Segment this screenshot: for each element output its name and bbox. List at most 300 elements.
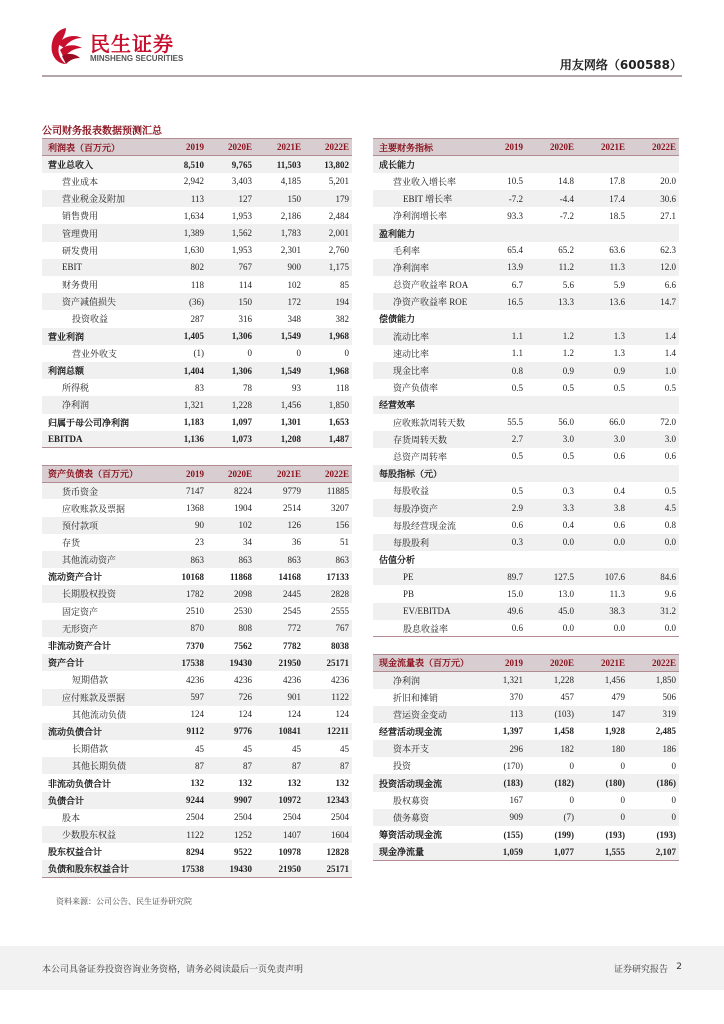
ratios-row: [373, 224, 679, 241]
row-value: 1,968: [304, 362, 352, 379]
row-value: 127.5: [526, 568, 577, 585]
row-label: 营业外收支: [42, 345, 158, 362]
row-value: 1,097: [207, 414, 255, 431]
row-value: 0.9: [577, 362, 628, 379]
row-value: 0.5: [475, 448, 526, 465]
row-label: 每股净资产: [373, 499, 475, 516]
row-value: 20.0: [628, 173, 679, 190]
row-value: 114: [207, 276, 255, 293]
row-label: EBIT: [42, 259, 158, 276]
row-value: 1,850: [628, 671, 679, 688]
row-value: 0.5: [628, 482, 679, 499]
row-value: 132: [158, 774, 207, 791]
balance-row: [42, 689, 352, 706]
row-value: 0: [304, 345, 352, 362]
ratios-row: [373, 603, 679, 620]
row-value: [628, 310, 679, 327]
ratios-row: [373, 173, 679, 190]
row-value: 900: [255, 259, 304, 276]
row-value: 113: [158, 190, 207, 207]
ratios-header-row: [373, 139, 679, 156]
balance-row: [42, 826, 352, 843]
row-label: 投资活动现金流: [373, 774, 475, 791]
row-value: 9776: [207, 723, 255, 740]
cashflow-row: [373, 826, 679, 843]
row-value: 14168: [255, 568, 304, 585]
row-value: 5.9: [577, 276, 628, 293]
row-value: 124: [158, 706, 207, 723]
row-value: 90: [158, 517, 207, 534]
row-value: 14.7: [628, 293, 679, 310]
row-value: (36): [158, 293, 207, 310]
income-row: [42, 310, 352, 327]
row-value: 1,850: [304, 396, 352, 413]
row-value: 0: [628, 792, 679, 809]
row-value: 0.3: [475, 534, 526, 551]
cashflow-row: [373, 723, 679, 740]
row-label: 现金比率: [373, 362, 475, 379]
row-value: 1782: [158, 585, 207, 602]
row-value: 13.3: [526, 293, 577, 310]
row-value: 127: [207, 190, 255, 207]
row-value: 6.7: [475, 276, 526, 293]
row-value: [628, 465, 679, 482]
row-label: 应付账款及票据: [42, 689, 158, 706]
row-value: 2555: [304, 603, 352, 620]
row-value: 0.0: [526, 534, 577, 551]
row-value: [475, 310, 526, 327]
row-value: [577, 465, 628, 482]
row-value: 179: [304, 190, 352, 207]
row-value: 45.0: [526, 603, 577, 620]
row-value: 18.5: [577, 207, 628, 224]
row-value: 1,321: [475, 671, 526, 688]
row-value: (186): [628, 774, 679, 791]
row-label: 其他流动资产: [42, 551, 158, 568]
ratios-row: [373, 551, 679, 568]
row-label: PB: [373, 585, 475, 602]
row-value: 2098: [207, 585, 255, 602]
row-value: 63.6: [577, 242, 628, 259]
source-note: 资料来源：公司公告、民生证券研究院: [56, 897, 192, 906]
row-value: 12343: [304, 792, 352, 809]
row-value: 1,783: [255, 224, 304, 241]
row-value: [526, 465, 577, 482]
row-value: 0: [207, 345, 255, 362]
row-value: (193): [577, 826, 628, 843]
row-value: 2,942: [158, 173, 207, 190]
ratios-row: [373, 431, 679, 448]
balance-row: [42, 637, 352, 654]
row-value: 1,208: [255, 431, 304, 448]
row-value: (103): [526, 706, 577, 723]
cashflow-row: [373, 671, 679, 688]
right-financial-table: [373, 138, 679, 861]
row-value: 167: [475, 792, 526, 809]
row-value: 27.1: [628, 207, 679, 224]
cashflow-row: [373, 809, 679, 826]
income-row: [42, 207, 352, 224]
row-value: 772: [255, 620, 304, 637]
row-value: 0.6: [577, 517, 628, 534]
cashflow-row: [373, 774, 679, 791]
row-label: 负债合计: [42, 792, 158, 809]
spacer-cell: [42, 448, 158, 465]
row-value: 0: [526, 792, 577, 809]
income-row: [42, 156, 352, 173]
row-value: 1,953: [207, 242, 255, 259]
row-value: 13,802: [304, 156, 352, 173]
row-value: 186: [628, 740, 679, 757]
balance-row: [42, 774, 352, 791]
row-label: 营业税金及附加: [42, 190, 158, 207]
row-label: 非流动负债合计: [42, 774, 158, 791]
row-value: [628, 224, 679, 241]
row-value: 17133: [304, 568, 352, 585]
balance-row: [42, 482, 352, 499]
row-value: [475, 156, 526, 173]
balance-row: [42, 654, 352, 671]
row-value: 0.0: [628, 534, 679, 551]
row-value: 113: [475, 706, 526, 723]
column-header: 2021E: [577, 654, 628, 671]
row-value: [577, 224, 628, 241]
row-label: 股权募资: [373, 792, 475, 809]
row-value: 4.5: [628, 499, 679, 516]
row-value: 16.5: [475, 293, 526, 310]
row-label: 毛利率: [373, 242, 475, 259]
row-value: [526, 224, 577, 241]
ratios-row: [373, 465, 679, 482]
row-value: 2,484: [304, 207, 352, 224]
row-value: 1,630: [158, 242, 207, 259]
row-value: [577, 396, 628, 413]
row-value: 4236: [158, 671, 207, 688]
row-value: 1,405: [158, 328, 207, 345]
row-value: 1,456: [577, 671, 628, 688]
row-value: 1,487: [304, 431, 352, 448]
row-value: 296: [475, 740, 526, 757]
row-value: 8038: [304, 637, 352, 654]
ratios-row: [373, 482, 679, 499]
balance-row: [42, 499, 352, 516]
income-row: [42, 345, 352, 362]
row-value: 808: [207, 620, 255, 637]
row-value: 12828: [304, 843, 352, 860]
row-value: [577, 156, 628, 173]
row-value: 132: [255, 774, 304, 791]
row-value: 62.3: [628, 242, 679, 259]
row-value: 3.0: [526, 431, 577, 448]
row-value: 14.8: [526, 173, 577, 190]
row-value: 83: [158, 379, 207, 396]
row-value: 2504: [304, 809, 352, 826]
row-value: 34: [207, 534, 255, 551]
row-label: 每股指标（元）: [373, 465, 475, 482]
row-value: 1,549: [255, 328, 304, 345]
row-label: 营运资金变动: [373, 706, 475, 723]
row-value: 1,228: [207, 396, 255, 413]
spacer-cell: [577, 637, 628, 654]
income-row: [42, 396, 352, 413]
row-value: [526, 396, 577, 413]
row-value: 0.4: [526, 517, 577, 534]
row-value: 2545: [255, 603, 304, 620]
row-value: 93: [255, 379, 304, 396]
row-value: 479: [577, 689, 628, 706]
row-value: 118: [304, 379, 352, 396]
row-value: 4236: [207, 671, 255, 688]
row-label: EBIT 增长率: [373, 190, 475, 207]
row-value: 3207: [304, 499, 352, 516]
row-value: 1,183: [158, 414, 207, 431]
income-row: [42, 414, 352, 431]
cashflow-row: [373, 792, 679, 809]
row-value: 124: [207, 706, 255, 723]
row-value: 4236: [304, 671, 352, 688]
row-value: 0: [255, 345, 304, 362]
row-value: 2504: [158, 809, 207, 826]
row-value: [526, 551, 577, 568]
row-value: 1,306: [207, 362, 255, 379]
row-value: 11.3: [577, 585, 628, 602]
row-label: 投资: [373, 757, 475, 774]
row-value: 132: [207, 774, 255, 791]
row-value: 2530: [207, 603, 255, 620]
row-value: 457: [526, 689, 577, 706]
row-value: 287: [158, 310, 207, 327]
row-label: 流动负债合计: [42, 723, 158, 740]
cashflow-row: [373, 843, 679, 860]
row-value: 863: [255, 551, 304, 568]
row-value: 49.6: [475, 603, 526, 620]
income-row: [42, 379, 352, 396]
income-row: [42, 173, 352, 190]
row-value: 0.6: [577, 448, 628, 465]
row-label: 应收账款及票据: [42, 499, 158, 516]
row-value: 2504: [207, 809, 255, 826]
row-value: 0.4: [577, 482, 628, 499]
row-value: 3.0: [577, 431, 628, 448]
row-value: 21950: [255, 654, 304, 671]
row-label: 现金净流量: [373, 843, 475, 860]
row-value: 726: [207, 689, 255, 706]
spacer-cell: [628, 637, 679, 654]
row-value: 11.2: [526, 259, 577, 276]
row-value: 4236: [255, 671, 304, 688]
row-value: 45: [158, 740, 207, 757]
row-label: 资产减值损失: [42, 293, 158, 310]
row-value: 1252: [207, 826, 255, 843]
row-value: [628, 156, 679, 173]
row-value: 1,653: [304, 414, 352, 431]
row-value: 1.2: [526, 328, 577, 345]
row-value: 0.6: [475, 517, 526, 534]
row-value: 316: [207, 310, 255, 327]
row-value: 863: [304, 551, 352, 568]
row-value: 1,136: [158, 431, 207, 448]
cashflow-row: [373, 689, 679, 706]
balance-row: [42, 671, 352, 688]
row-label: 应收账款周转天数: [373, 414, 475, 431]
row-value: 506: [628, 689, 679, 706]
table-title: 现金流量表（百万元）: [373, 654, 475, 671]
spacer-cell: [255, 448, 304, 465]
row-value: 51: [304, 534, 352, 551]
table-title: 利润表（百万元）: [42, 139, 158, 156]
row-label: 每股股利: [373, 534, 475, 551]
row-value: 3.0: [628, 431, 679, 448]
row-value: 1,456: [255, 396, 304, 413]
row-value: 1,306: [207, 328, 255, 345]
row-label: 成长能力: [373, 156, 475, 173]
row-value: 55.5: [475, 414, 526, 431]
income-row: [42, 431, 352, 448]
row-value: 126: [255, 517, 304, 534]
minsheng-logo-icon: [48, 26, 84, 66]
report-type: 证券研究报告: [613, 965, 668, 975]
row-value: 102: [255, 276, 304, 293]
ratios-row: [373, 310, 679, 327]
spacer-cell: [526, 637, 577, 654]
income-row: [42, 362, 352, 379]
row-label: 投资收益: [42, 310, 158, 327]
row-value: 1,077: [526, 843, 577, 860]
balance-row: [42, 620, 352, 637]
spacer-cell: [158, 448, 207, 465]
row-value: 1.1: [475, 328, 526, 345]
column-header: 2019: [475, 654, 526, 671]
row-value: 9907: [207, 792, 255, 809]
row-value: 3,403: [207, 173, 255, 190]
row-value: 0: [526, 757, 577, 774]
row-label: 无形资产: [42, 620, 158, 637]
row-value: 19430: [207, 654, 255, 671]
row-value: 87: [255, 757, 304, 774]
row-value: 11.3: [577, 259, 628, 276]
row-label: 流动比率: [373, 328, 475, 345]
ratios-row: [373, 345, 679, 362]
ratios-row: [373, 293, 679, 310]
ratios-row: [373, 242, 679, 259]
row-label: 所得税: [42, 379, 158, 396]
row-value: 597: [158, 689, 207, 706]
row-label: 净利润率: [373, 259, 475, 276]
row-value: 0.5: [526, 379, 577, 396]
ratios-row: [373, 499, 679, 516]
row-label: 经营活动现金流: [373, 723, 475, 740]
column-header: 2021E: [577, 139, 628, 156]
row-value: -4.4: [526, 190, 577, 207]
row-value: 1604: [304, 826, 352, 843]
ratios-row: [373, 328, 679, 345]
row-value: 2,107: [628, 843, 679, 860]
row-value: 4,185: [255, 173, 304, 190]
row-value: 10.5: [475, 173, 526, 190]
row-value: 182: [526, 740, 577, 757]
row-value: 78: [207, 379, 255, 396]
balance-row: [42, 843, 352, 860]
page-number: 2: [676, 962, 682, 972]
row-value: 1,175: [304, 259, 352, 276]
row-value: 370: [475, 689, 526, 706]
row-label: 资产合计: [42, 654, 158, 671]
row-value: 0.5: [526, 448, 577, 465]
row-value: 180: [577, 740, 628, 757]
row-label: 股东权益合计: [42, 843, 158, 860]
row-value: 2.7: [475, 431, 526, 448]
balance-row: [42, 723, 352, 740]
row-value: 1122: [304, 689, 352, 706]
column-header: 2022E: [628, 654, 679, 671]
row-label: PE: [373, 568, 475, 585]
logo-chinese-name: 民生证券: [90, 32, 174, 56]
table-spacer: [373, 637, 679, 654]
cashflow-row: [373, 757, 679, 774]
row-value: 194: [304, 293, 352, 310]
row-label: 净利润: [42, 396, 158, 413]
row-value: 147: [577, 706, 628, 723]
disclaimer-text: 本公司具备证券投资咨询业务资格，请务必阅读最后一页免责声明: [42, 965, 304, 975]
income-row: [42, 276, 352, 293]
row-value: 1.4: [628, 328, 679, 345]
row-value: 0.5: [475, 482, 526, 499]
row-label: 非流动资产合计: [42, 637, 158, 654]
income-row: [42, 293, 352, 310]
row-value: -7.2: [526, 207, 577, 224]
income-row: [42, 242, 352, 259]
row-value: 72.0: [628, 414, 679, 431]
row-label: 营业利润: [42, 328, 158, 345]
row-value: 863: [207, 551, 255, 568]
row-label: 估值分析: [373, 551, 475, 568]
row-value: 7562: [207, 637, 255, 654]
row-value: 9.6: [628, 585, 679, 602]
row-value: 2,760: [304, 242, 352, 259]
cashflow-row: [373, 706, 679, 723]
row-value: 25171: [304, 654, 352, 671]
row-value: 45: [304, 740, 352, 757]
row-value: 89.7: [475, 568, 526, 585]
spacer-cell: [475, 637, 526, 654]
row-value: 0.3: [526, 482, 577, 499]
row-label: 经营效率: [373, 396, 475, 413]
column-header: 2020E: [207, 139, 255, 156]
row-value: 11885: [304, 482, 352, 499]
row-value: 1904: [207, 499, 255, 516]
balance-row: [42, 551, 352, 568]
row-value: 0.5: [577, 379, 628, 396]
page-footer: [0, 946, 724, 990]
row-value: [526, 310, 577, 327]
row-label: 归属于母公司净利润: [42, 414, 158, 431]
row-label: 存货: [42, 534, 158, 551]
row-value: 13.0: [526, 585, 577, 602]
column-header: 2020E: [526, 139, 577, 156]
row-label: 管理费用: [42, 224, 158, 241]
row-value: 348: [255, 310, 304, 327]
row-value: 65.4: [475, 242, 526, 259]
row-value: 10972: [255, 792, 304, 809]
row-value: 1.1: [475, 345, 526, 362]
row-value: 2828: [304, 585, 352, 602]
row-value: 8294: [158, 843, 207, 860]
row-value: 84.6: [628, 568, 679, 585]
row-label: 债务募资: [373, 809, 475, 826]
table-title: 资产负债表（百万元）: [42, 465, 158, 482]
row-value: 901: [255, 689, 304, 706]
row-value: 1,397: [475, 723, 526, 740]
